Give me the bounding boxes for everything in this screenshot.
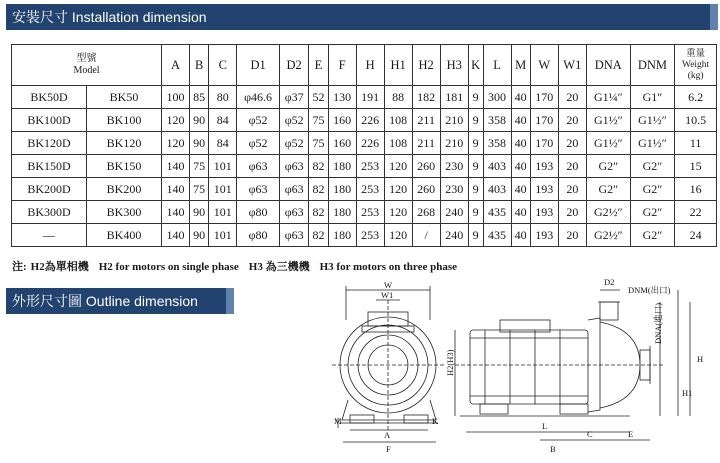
value-cell: 108	[384, 109, 412, 132]
value-cell: 170	[530, 109, 558, 132]
value-cell: 230	[440, 178, 468, 201]
value-cell: 120	[384, 178, 412, 201]
label-h1: H1	[682, 388, 693, 398]
value-cell: 170	[530, 132, 558, 155]
value-cell: 101	[209, 155, 237, 178]
value-cell: G2″	[630, 155, 675, 178]
value-cell: 193	[530, 224, 558, 247]
label-w: W	[384, 280, 393, 290]
drawing-labels-side	[445, 277, 703, 454]
value-cell: 6.2	[675, 86, 717, 109]
label-a: A	[384, 430, 391, 440]
value-cell: 120	[162, 132, 190, 155]
value-cell: φ63	[237, 155, 280, 178]
value-cell: 211	[412, 132, 440, 155]
value-cell: 100	[162, 86, 190, 109]
value-cell: 84	[209, 109, 237, 132]
value-cell: 90	[190, 224, 209, 247]
value-cell: 230	[440, 155, 468, 178]
value-cell: φ63	[279, 155, 308, 178]
value-cell: 260	[412, 155, 440, 178]
value-cell: 40	[511, 132, 530, 155]
value-cell: 120	[162, 109, 190, 132]
value-cell: 40	[511, 86, 530, 109]
col-header: DNA	[586, 45, 630, 86]
value-cell: 140	[162, 201, 190, 224]
note-item: H2 for motors on single phase	[98, 261, 239, 273]
label-b: B	[550, 444, 556, 454]
model-cell: BK300	[87, 201, 162, 224]
weight-header-cn: 重量	[686, 48, 706, 59]
value-cell: 300	[483, 86, 511, 109]
label-m: M	[334, 416, 342, 426]
value-cell: 181	[440, 86, 468, 109]
installation-banner-title: 安裝尺寸 Installation dimension	[12, 9, 207, 25]
value-cell: 101	[209, 201, 237, 224]
value-cell: G2½″	[586, 224, 630, 247]
value-cell: 84	[209, 132, 237, 155]
pump-front-view	[332, 286, 444, 442]
value-cell: 226	[356, 132, 384, 155]
value-cell: G2″	[586, 178, 630, 201]
value-cell: 180	[328, 155, 356, 178]
model-d-cell: BK50D	[12, 86, 87, 109]
value-cell: 16	[675, 178, 717, 201]
value-cell: 170	[530, 86, 558, 109]
value-cell: 40	[511, 224, 530, 247]
value-cell: 435	[483, 224, 511, 247]
value-cell: φ52	[279, 109, 308, 132]
col-header: W	[530, 45, 558, 86]
value-cell: 9	[468, 86, 483, 109]
value-cell: 253	[356, 178, 384, 201]
value-cell: 108	[384, 132, 412, 155]
value-cell: 9	[468, 178, 483, 201]
value-cell: 11	[675, 132, 717, 155]
value-cell: 182	[412, 86, 440, 109]
value-cell: 75	[190, 178, 209, 201]
value-cell: 9	[468, 155, 483, 178]
value-cell: 20	[558, 178, 586, 201]
value-cell: 101	[209, 224, 237, 247]
value-cell: 253	[356, 155, 384, 178]
value-cell: G1¼″	[586, 86, 630, 109]
model-d-cell: BK120D	[12, 132, 87, 155]
value-cell: φ52	[237, 109, 280, 132]
col-header: W1	[558, 45, 586, 86]
model-cell: BK120	[87, 132, 162, 155]
model-cell: BK150	[87, 155, 162, 178]
model-cell: BK200	[87, 178, 162, 201]
value-cell: G1½″	[586, 109, 630, 132]
model-cell: BK100	[87, 109, 162, 132]
value-cell: 210	[440, 132, 468, 155]
value-cell: 20	[558, 86, 586, 109]
label-d2: D2	[604, 277, 615, 287]
value-cell: /	[412, 224, 440, 247]
value-cell: 20	[558, 109, 586, 132]
note-prefix: 注:	[12, 261, 27, 273]
model-d-cell: BK200D	[12, 178, 87, 201]
value-cell: 75	[309, 109, 328, 132]
value-cell: 358	[483, 109, 511, 132]
col-header: H3	[440, 45, 468, 86]
note-item: H2為單相機	[30, 261, 89, 273]
outline-banner-title: 外形尺寸圖 Outline dimension	[12, 293, 198, 309]
value-cell: φ52	[279, 132, 308, 155]
value-cell: 210	[440, 109, 468, 132]
model-cell: BK400	[87, 224, 162, 247]
value-cell: G2″	[630, 201, 675, 224]
value-cell: 90	[190, 132, 209, 155]
value-cell: 435	[483, 201, 511, 224]
value-cell: 253	[356, 224, 384, 247]
value-cell: G2″	[586, 155, 630, 178]
value-cell: G2″	[630, 224, 675, 247]
col-header: M	[511, 45, 530, 86]
value-cell: 226	[356, 109, 384, 132]
label-e: E	[628, 429, 634, 439]
col-header: H	[356, 45, 384, 86]
value-cell: 75	[190, 155, 209, 178]
label-h2h3: H2(H3)	[445, 349, 455, 376]
value-cell: 160	[328, 132, 356, 155]
label-dnm: DNM(出口)	[628, 285, 671, 295]
value-cell: 80	[209, 86, 237, 109]
value-cell: 191	[356, 86, 384, 109]
value-cell: 9	[468, 132, 483, 155]
value-cell: 193	[530, 178, 558, 201]
drawing-labels-front	[334, 280, 439, 454]
value-cell: 193	[530, 155, 558, 178]
value-cell: 211	[412, 109, 440, 132]
col-header: F	[328, 45, 356, 86]
value-cell: 9	[468, 201, 483, 224]
value-cell: 358	[483, 132, 511, 155]
col-header: H2	[412, 45, 440, 86]
value-cell: G1″	[630, 86, 675, 109]
model-d-cell: BK300D	[12, 201, 87, 224]
value-cell: G1½″	[630, 132, 675, 155]
col-header: B	[190, 45, 209, 86]
label-w1: W1	[381, 290, 394, 300]
label-h: H	[697, 354, 704, 364]
value-cell: 193	[530, 201, 558, 224]
value-cell: 180	[328, 224, 356, 247]
value-cell: 82	[309, 155, 328, 178]
model-d-cell: —	[12, 224, 87, 247]
value-cell: φ52	[237, 132, 280, 155]
value-cell: G2″	[630, 178, 675, 201]
model-d-cell: BK100D	[12, 109, 87, 132]
col-header: D2	[279, 45, 308, 86]
value-cell: 120	[384, 224, 412, 247]
value-cell: 52	[309, 86, 328, 109]
value-cell: 90	[190, 109, 209, 132]
value-cell: 260	[412, 178, 440, 201]
model-header-cn: 型號	[76, 53, 97, 64]
value-cell: 82	[309, 224, 328, 247]
value-cell: 268	[412, 201, 440, 224]
value-cell: 403	[483, 155, 511, 178]
value-cell: 20	[558, 132, 586, 155]
value-cell: 130	[328, 86, 356, 109]
value-cell: 101	[209, 178, 237, 201]
value-cell: 10.5	[675, 109, 717, 132]
value-cell: 82	[309, 201, 328, 224]
label-dna: DNA(進口)	[653, 302, 663, 344]
value-cell: 85	[190, 86, 209, 109]
label-k: K	[432, 416, 439, 426]
weight-header-en: Weight	[682, 59, 710, 70]
label-l: L	[542, 421, 548, 431]
value-cell: 140	[162, 178, 190, 201]
model-header-en: Model	[73, 65, 100, 76]
col-header: C	[209, 45, 237, 86]
value-cell: φ80	[237, 224, 280, 247]
col-header: D1	[237, 45, 280, 86]
value-cell: 160	[328, 109, 356, 132]
value-cell: G2½″	[586, 201, 630, 224]
value-cell: 20	[558, 155, 586, 178]
value-cell: G1½″	[586, 132, 630, 155]
weight-header-unit: (kg)	[687, 70, 704, 81]
value-cell: 75	[309, 132, 328, 155]
value-cell: 140	[162, 155, 190, 178]
value-cell: 9	[468, 109, 483, 132]
col-header: A	[162, 45, 190, 86]
label-f: F	[386, 444, 391, 454]
value-cell: 20	[558, 224, 586, 247]
model-d-cell: BK150D	[12, 155, 87, 178]
value-cell: 82	[309, 178, 328, 201]
value-cell: φ46.6	[237, 86, 280, 109]
label-c: C	[587, 429, 593, 439]
value-cell: 180	[328, 201, 356, 224]
value-cell: 140	[162, 224, 190, 247]
value-cell: 9	[468, 224, 483, 247]
value-cell: 22	[675, 201, 717, 224]
value-cell: φ63	[279, 178, 308, 201]
value-cell: 180	[328, 178, 356, 201]
value-cell: 20	[558, 201, 586, 224]
col-header: L	[483, 45, 511, 86]
note-item: H3 for motors on three phase	[319, 261, 457, 273]
value-cell: φ63	[279, 224, 308, 247]
value-cell: 40	[511, 109, 530, 132]
value-cell: φ63	[279, 201, 308, 224]
value-cell: 88	[384, 86, 412, 109]
col-header: K	[468, 45, 483, 86]
col-header: E	[309, 45, 328, 86]
value-cell: 120	[384, 201, 412, 224]
value-cell: 240	[440, 201, 468, 224]
value-cell: 253	[356, 201, 384, 224]
value-cell: 40	[511, 201, 530, 224]
value-cell: φ63	[237, 178, 280, 201]
value-cell: φ37	[279, 86, 308, 109]
value-cell: 240	[440, 224, 468, 247]
value-cell: 120	[384, 155, 412, 178]
value-cell: 24	[675, 224, 717, 247]
value-cell: 403	[483, 178, 511, 201]
model-cell: BK50	[87, 86, 162, 109]
value-cell: 40	[511, 155, 530, 178]
note-item: H3 為三機機	[248, 261, 310, 273]
value-cell: 40	[511, 178, 530, 201]
col-header: H1	[384, 45, 412, 86]
value-cell: 15	[675, 155, 717, 178]
value-cell: G1½″	[630, 109, 675, 132]
value-cell: φ80	[237, 201, 280, 224]
col-header: DNM	[630, 45, 675, 86]
value-cell: 90	[190, 201, 209, 224]
